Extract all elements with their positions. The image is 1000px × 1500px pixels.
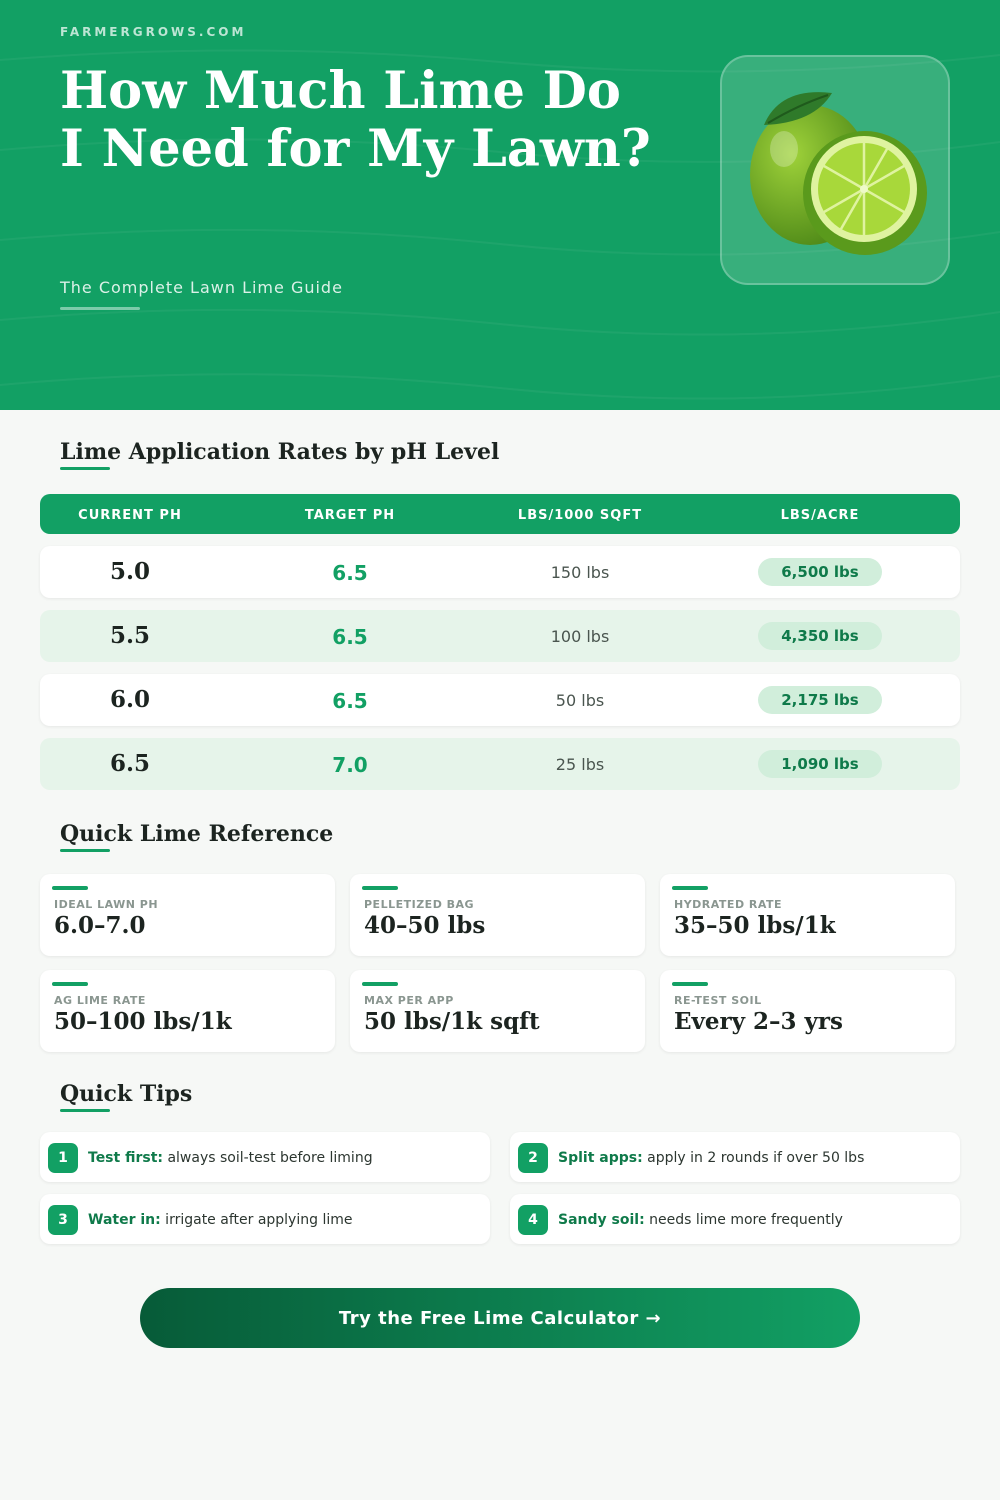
lbs-per-acre-badge: 2,175 lbs [758, 686, 882, 714]
lbs-per-acre-badge: 6,500 lbs [758, 558, 882, 586]
lbs-per-1000-cell: 50 lbs [555, 691, 605, 710]
page-subtitle: The Complete Lawn Lime Guide [60, 278, 343, 297]
page-title: How Much Lime Do I Need for My Lawn? [60, 61, 651, 179]
card-value: 50 lbs/1k sqft [364, 1008, 540, 1035]
rates-table-header [40, 494, 960, 534]
card-label: AG LIME RATE [54, 994, 146, 1007]
tip-item [40, 1132, 490, 1182]
card-value: 35–50 lbs/1k [674, 912, 836, 939]
target-ph-cell: 7.0 [332, 753, 368, 777]
reference-heading-underline [60, 849, 110, 852]
card-label: HYDRATED RATE [674, 898, 783, 911]
table-row [40, 610, 960, 662]
tip-number-badge: 1 [48, 1143, 78, 1173]
column-header-lbs-per-1000: LBS/1000 SQFT [517, 508, 643, 523]
card-value: 40–50 lbs [364, 912, 486, 939]
reference-card-ag-lime-rate [40, 970, 335, 1052]
lbs-per-1000-cell: 25 lbs [555, 755, 605, 774]
card-accent [52, 886, 88, 890]
lbs-per-1000-cell: 100 lbs [550, 627, 610, 646]
lbs-per-1000-cell: 150 lbs [550, 563, 610, 582]
current-ph-cell: 5.0 [109, 558, 151, 585]
tip-item [40, 1194, 490, 1244]
card-accent [672, 886, 708, 890]
tip-number-badge: 4 [518, 1205, 548, 1235]
card-label: MAX PER APP [364, 994, 454, 1007]
card-label: RE-TEST SOIL [674, 994, 762, 1007]
tip-label: Split apps: [558, 1150, 643, 1166]
card-value: 6.0–7.0 [54, 912, 146, 939]
reference-card-ideal-ph [40, 874, 335, 956]
card-value: Every 2–3 yrs [674, 1008, 843, 1035]
target-ph-cell: 6.5 [332, 689, 368, 713]
tip-label: Test first: [88, 1150, 163, 1166]
tip-text [558, 1132, 864, 1184]
reference-card-retest-soil [660, 970, 955, 1052]
site-name: FARMERGROWS.COM [60, 25, 247, 39]
target-ph-cell: 6.5 [332, 561, 368, 585]
lbs-per-acre-badge: 1,090 lbs [758, 750, 882, 778]
reference-heading: Quick Lime Reference [60, 821, 334, 847]
rates-heading-underline [60, 467, 110, 470]
tips-heading: Quick Tips [60, 1081, 193, 1107]
lime-illustration-frame [720, 55, 950, 285]
lime-calculator-button[interactable]: Try the Free Lime Calculator → [140, 1288, 860, 1348]
table-row [40, 674, 960, 726]
current-ph-cell: 6.5 [109, 750, 151, 777]
rates-heading: Lime Application Rates by pH Level [60, 439, 500, 465]
card-label: PELLETIZED BAG [364, 898, 475, 911]
reference-card-max-per-app [350, 970, 645, 1052]
tip-item [510, 1194, 960, 1244]
tip-text [88, 1132, 373, 1184]
card-value: 50–100 lbs/1k [54, 1008, 232, 1035]
tip-text [558, 1194, 843, 1246]
tip-detail: apply in 2 rounds if over 50 lbs [642, 1150, 865, 1166]
reference-card-pelletized-bag [350, 874, 645, 956]
card-label: IDEAL LAWN PH [54, 898, 159, 911]
card-accent [672, 982, 708, 986]
column-header-lbs-per-acre: LBS/ACRE [780, 508, 860, 523]
table-row [40, 546, 960, 598]
hero-banner [0, 0, 1000, 410]
tip-detail: always soil-test before liming [163, 1150, 373, 1166]
tip-detail: irrigate after applying lime [160, 1212, 353, 1228]
lime-icon [722, 57, 952, 287]
table-row [40, 738, 960, 790]
current-ph-cell: 5.5 [109, 622, 151, 649]
column-header-current-ph: CURRENT PH [78, 508, 182, 523]
tip-item [510, 1132, 960, 1182]
tip-detail: needs lime more frequently [644, 1212, 843, 1228]
card-accent [362, 886, 398, 890]
tips-heading-underline [60, 1109, 110, 1112]
reference-card-hydrated-rate [660, 874, 955, 956]
tip-number-badge: 2 [518, 1143, 548, 1173]
tip-label: Sandy soil: [558, 1212, 645, 1228]
tip-number-badge: 3 [48, 1205, 78, 1235]
card-accent [52, 982, 88, 986]
tip-label: Water in: [88, 1212, 161, 1228]
card-accent [362, 982, 398, 986]
subtitle-underline [60, 307, 140, 310]
tip-text [88, 1194, 352, 1246]
current-ph-cell: 6.0 [109, 686, 151, 713]
target-ph-cell: 6.5 [332, 625, 368, 649]
lbs-per-acre-badge: 4,350 lbs [758, 622, 882, 650]
column-header-target-ph: TARGET PH [304, 508, 396, 523]
